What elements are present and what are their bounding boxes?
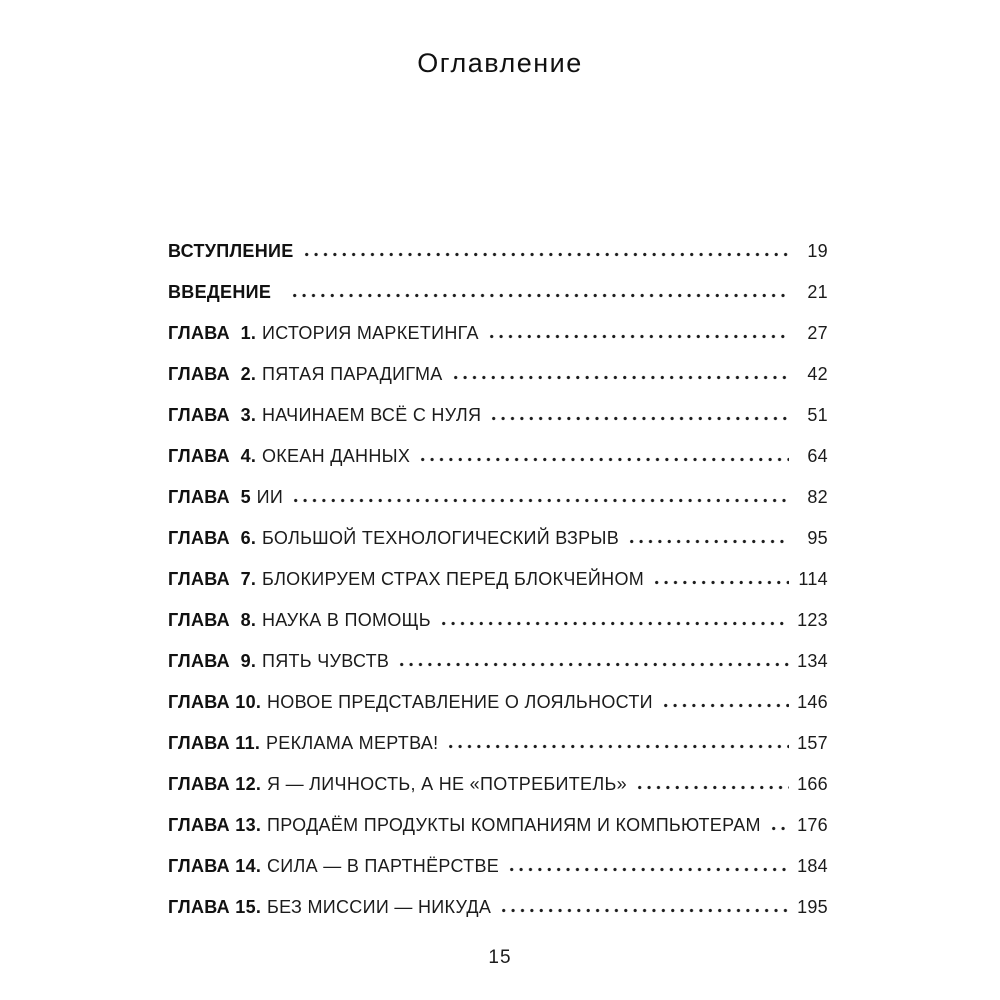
toc-entry-page: 64 [807, 446, 828, 466]
toc-entry-page: 184 [797, 856, 828, 876]
toc-entry [168, 651, 828, 692]
toc-entry-prefix: ВСТУПЛЕНИЕ [168, 241, 294, 261]
toc-entry-page: 195 [797, 897, 828, 917]
dot-leader [769, 826, 789, 831]
toc-entry-prefix: ГЛАВА 1. [168, 323, 257, 343]
toc-entry-title: ПЯТЬ ЧУВСТВ [261, 651, 390, 671]
toc-entry-prefix: ГЛАВА 8. [168, 610, 257, 630]
toc-entry [168, 528, 828, 569]
dot-leader [291, 498, 789, 503]
page-title: Оглавление [417, 48, 583, 79]
toc-entry [168, 569, 828, 610]
toc-entry-page: 82 [807, 487, 828, 507]
toc-entry [168, 733, 828, 774]
dot-leader [635, 785, 789, 790]
toc-entry-title: НОВОЕ ПРЕДСТАВЛЕНИЕ О ЛОЯЛЬНОСТИ [266, 692, 653, 712]
toc-entry-prefix: ГЛАВА 3. [168, 405, 257, 425]
dot-leader [397, 662, 789, 667]
toc-entry-page: 95 [807, 528, 828, 548]
toc-entry-prefix: ВВЕДЕНИЕ [168, 282, 282, 302]
dot-leader [446, 744, 789, 749]
toc-entry [168, 897, 828, 938]
toc-entry-title: Я — ЛИЧНОСТЬ, А НЕ «ПОТРЕБИТЕЛЬ» [266, 774, 627, 794]
toc-entry-title: НАУКА В ПОМОЩЬ [261, 610, 431, 630]
toc-entry-title: СИЛА — В ПАРТНЁРСТВЕ [266, 856, 500, 876]
toc-entry [168, 282, 828, 323]
dot-leader [652, 580, 789, 585]
toc-entry-page: 21 [807, 282, 828, 302]
toc-entry-title: БЕЗ МИССИИ — НИКУДА [266, 897, 492, 917]
toc-entry [168, 241, 828, 282]
toc-entry-page: 166 [797, 774, 828, 794]
toc-entry-prefix: ГЛАВА 12. [168, 774, 262, 794]
dot-leader [507, 867, 789, 872]
toc-entry-prefix: ГЛАВА 4. [168, 446, 257, 466]
toc-entry [168, 323, 828, 364]
toc-entry-page: 157 [797, 733, 828, 753]
toc-entry [168, 815, 828, 856]
toc-entry [168, 774, 828, 815]
dot-leader [489, 416, 789, 421]
toc-entry-prefix: ГЛАВА 14. [168, 856, 262, 876]
dot-leader [487, 334, 789, 339]
toc-entry-prefix: ГЛАВА 11. [168, 733, 261, 753]
toc-entry-title: ПЯТАЯ ПАРАДИГМА [261, 364, 443, 384]
toc-entry-title: ПРОДАЁМ ПРОДУКТЫ КОМПАНИЯМ И КОМПЬЮТЕРАМ [266, 815, 761, 835]
toc-entry-page: 123 [797, 610, 828, 630]
toc-entry-prefix: ГЛАВА 2. [168, 364, 257, 384]
page-number: 15 [488, 947, 512, 968]
toc-entry [168, 610, 828, 651]
toc-entry-title: НАЧИНАЕМ ВСЁ С НУЛЯ [261, 405, 482, 425]
toc-entry-page: 134 [797, 651, 828, 671]
toc-entry-prefix: ГЛАВА 13. [168, 815, 262, 835]
dot-leader [418, 457, 789, 462]
dot-leader [627, 539, 789, 544]
dot-leader [290, 293, 789, 298]
toc-entry-page: 27 [807, 323, 828, 343]
toc-entry [168, 487, 828, 528]
toc-entry-page: 42 [807, 364, 828, 384]
dot-leader [499, 908, 789, 913]
toc-entry-page: 19 [807, 241, 828, 261]
dot-leader [661, 703, 789, 708]
toc-entry-title: БОЛЬШОЙ ТЕХНОЛОГИЧЕСКИЙ ВЗРЫВ [261, 528, 620, 548]
toc-entry-prefix: ГЛАВА 6. [168, 528, 257, 548]
toc-entry-title: РЕКЛАМА МЕРТВА! [265, 733, 439, 753]
dot-leader [439, 621, 789, 626]
dot-leader [302, 252, 789, 257]
toc-entry [168, 692, 828, 733]
toc-entry [168, 405, 828, 446]
toc-entry [168, 446, 828, 487]
toc-entry-page: 146 [797, 692, 828, 712]
toc-entry [168, 856, 828, 897]
toc-entry-title: БЛОКИРУЕМ СТРАХ ПЕРЕД БЛОКЧЕЙНОМ [261, 569, 645, 589]
toc-entry-prefix: ГЛАВА 9. [168, 651, 257, 671]
toc-entry-prefix: ГЛАВА 15. [168, 897, 262, 917]
toc-entry-title: ИИ [256, 487, 284, 507]
dot-leader [451, 375, 789, 380]
toc-entry-title: ИСТОРИЯ МАРКЕТИНГА [261, 323, 479, 343]
toc-list [168, 241, 828, 938]
toc-entry-page: 51 [807, 405, 828, 425]
toc-entry-prefix: ГЛАВА 10. [168, 692, 262, 712]
toc-entry-page: 176 [797, 815, 828, 835]
toc-entry-prefix: ГЛАВА 5 [168, 487, 251, 507]
toc-entry [168, 364, 828, 405]
toc-entry-title: ОКЕАН ДАННЫХ [261, 446, 411, 466]
toc-entry-prefix: ГЛАВА 7. [168, 569, 257, 589]
toc-entry-page: 114 [798, 569, 828, 589]
